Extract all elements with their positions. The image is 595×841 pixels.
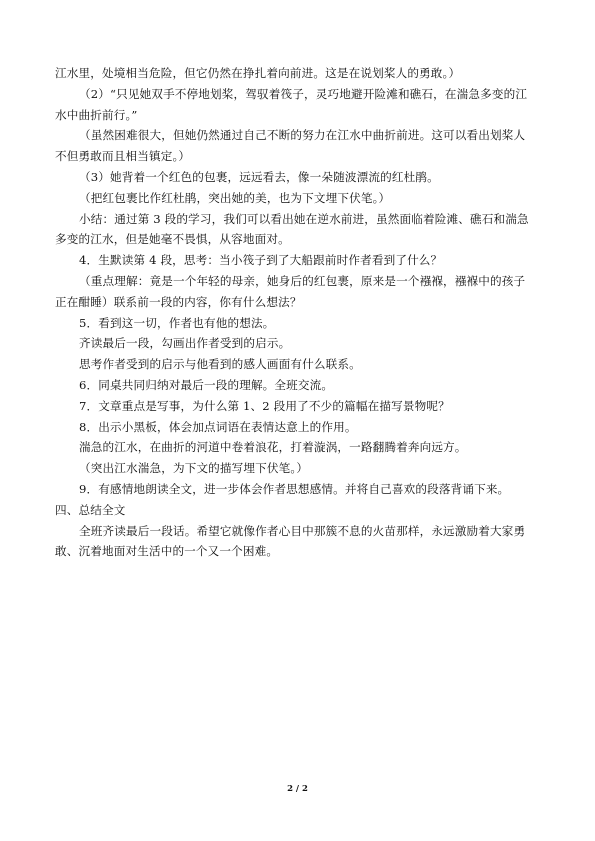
- text-line: （把红包裹比作红杜鹃，突出她的美，也为下文埋下伏笔。）: [79, 190, 391, 205]
- text-line: 思考作者受到的启示与他看到的感人画面有什么联系。: [79, 357, 361, 372]
- page-number: 2 / 2: [287, 784, 308, 794]
- text-line: 5．看到这一切，作者也有他的想法。: [79, 315, 275, 330]
- text-line: 四、总结全文: [55, 502, 126, 517]
- text-line: （突出江水湍急，为下文的描写埋下伏笔。）: [79, 461, 309, 476]
- text-line: 4．生默读第 4 段，思考：当小筏子到了大船跟前时作者看到了什么？: [79, 253, 443, 268]
- text-line: 8．出示小黑板，体会加点词语在表情达意上的作用。: [79, 419, 357, 434]
- text-line: 湍急的江水，在曲折的河道中卷着浪花，打着漩涡，一路翻腾着奔向远方。: [79, 440, 467, 455]
- text-line: 齐读最后一段，勾画出作者受到的启示。: [79, 336, 291, 351]
- text-line: 不但勇敢而且相当镇定。）: [55, 149, 191, 164]
- text-line: 敢、沉着地面对生活中的一个又一个困难。: [55, 544, 279, 559]
- text-line: 全班齐读最后一段话。希望它就像作者心目中那簇不息的火苗那样，永远激励着大家勇: [79, 523, 526, 538]
- text-line: （3）她背着一个红色的包裹，远远看去，像一朵随波漂流的红杜鹃。: [79, 169, 439, 184]
- text-line: 水中曲折前行。”: [55, 107, 138, 122]
- text-line: 6．同桌共同归纳对最后一段的理解。全班交流。: [79, 377, 334, 392]
- text-line: （虽然困难很大，但她仍然通过自己不断的努力在江水中曲折前进。这可以看出划桨人: [79, 128, 526, 143]
- text-line: 多变的江水，但是她毫不畏惧，从容地面对。: [55, 232, 290, 247]
- text-line: 7．文章重点是写事，为什么第 1、2 段用了不少的篇幅在描写景物呢？: [79, 398, 450, 413]
- text-line: 正在酣睡）联系前一段的内容，你有什么想法？: [55, 294, 302, 309]
- text-line: 小结：通过第 3 段的学习，我们可以看出她在逆水前进，虽然面临着险滩、礁石和湍急: [79, 211, 529, 226]
- text-line: （2）“只见她双手不停地划桨，驾驭着筏子，灵巧地避开险滩和礁石，在湍急多变的江: [79, 86, 528, 101]
- text-line: （重点理解：竟是一个年轻的母亲，她身后的红包裹，原来是一个襁褓，襁褓中的孩子: [79, 273, 526, 288]
- text-line: 9．有感情地朗读全文，进一步体会作者思想感情。并将自己喜欢的段落背诵下来。: [79, 481, 510, 496]
- text-line: 江水里，处境相当危险，但它仍然在挣扎着向前进。这是在说划桨人的勇敢。）: [55, 66, 461, 80]
- document-body: [55, 63, 543, 562]
